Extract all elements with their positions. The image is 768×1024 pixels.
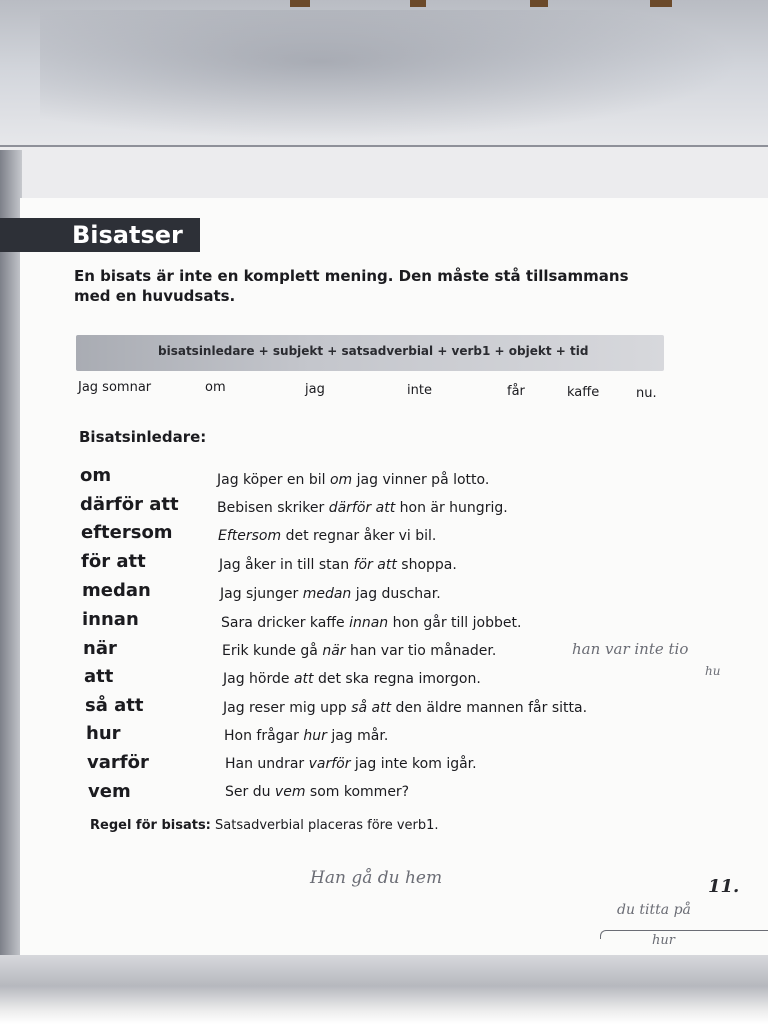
scan-shadow-bottom <box>0 955 768 1024</box>
example-sentence: Ser du vem som kommer? <box>225 784 410 800</box>
example-word: om <box>205 380 226 395</box>
binder-mark <box>410 0 426 7</box>
example-sentence: Bebisen skriker därför att hon är hungrig. <box>217 500 508 516</box>
example-sentence: Erik kunde gå när han var tio månader. <box>222 643 497 659</box>
handwritten-note: Han gå du hem <box>310 868 443 888</box>
intro-text: En bisats är inte en komplett mening. Den måste stå tillsammans med en huvudsats. <box>74 267 629 305</box>
example-word: nu. <box>636 386 657 401</box>
example-word: inte <box>407 383 432 398</box>
scan-band <box>0 145 768 199</box>
binder-mark <box>650 0 672 7</box>
conjunction-term: varför <box>87 752 149 773</box>
conjunction-term: medan <box>82 580 151 601</box>
example-sentence: Hon frågar hur jag mår. <box>224 728 389 744</box>
pencil-stroke <box>600 930 768 939</box>
conjunction-term: när <box>83 638 117 659</box>
handwritten-note: han var inte tio <box>572 640 689 658</box>
section-label: Bisatsinledare: <box>79 428 207 446</box>
example-sentence: Sara dricker kaffe innan hon går till jobbet. <box>221 615 522 631</box>
example-word: kaffe <box>567 385 600 400</box>
example-word: Jag somnar <box>78 380 152 395</box>
conjunction-term: eftersom <box>81 522 173 543</box>
conjunction-term: därför att <box>80 494 179 515</box>
scan-shadow-left <box>0 150 22 970</box>
handwritten-note: du titta på <box>617 902 691 918</box>
handwritten-number: 11. <box>708 876 740 897</box>
conjunction-term: att <box>84 666 114 687</box>
example-sentence: Jag köper en bil om jag vinner på lotto. <box>217 472 490 488</box>
conjunction-term: för att <box>81 551 146 572</box>
conjunction-term: om <box>80 465 112 486</box>
example-sentence: Eftersom det regnar åker vi bil. <box>218 528 437 544</box>
example-sentence: Jag reser mig upp så att den äldre mannen får sitta. <box>223 700 588 716</box>
example-sentence: Jag sjunger medan jag duschar. <box>220 586 441 602</box>
binder-mark <box>530 0 548 7</box>
conjunction-term: innan <box>82 609 139 630</box>
example-word: får <box>507 384 525 399</box>
word-order-formula: bisatsinledare + subjekt + satsadverbial + verb1 + objekt + tid <box>158 344 589 358</box>
example-sentence: Jag hörde att det ska regna imorgon. <box>223 671 481 687</box>
example-word: jag <box>305 382 325 397</box>
conjunction-term: hur <box>86 723 121 744</box>
scan-smudge <box>40 10 740 140</box>
worksheet-page <box>20 198 768 958</box>
page-title: Bisatser <box>72 221 183 249</box>
handwritten-note: hur <box>652 933 675 948</box>
example-sentence: Jag åker in till stan för att shoppa. <box>219 557 457 573</box>
conjunction-term: så att <box>85 695 144 716</box>
binder-mark <box>290 0 310 7</box>
rule-text: Regel för bisats: Satsadverbial placeras före verb1. <box>90 818 439 833</box>
handwritten-note: hu <box>705 664 721 678</box>
conjunction-term: vem <box>88 781 131 802</box>
example-sentence: Han undrar varför jag inte kom igår. <box>225 756 477 772</box>
